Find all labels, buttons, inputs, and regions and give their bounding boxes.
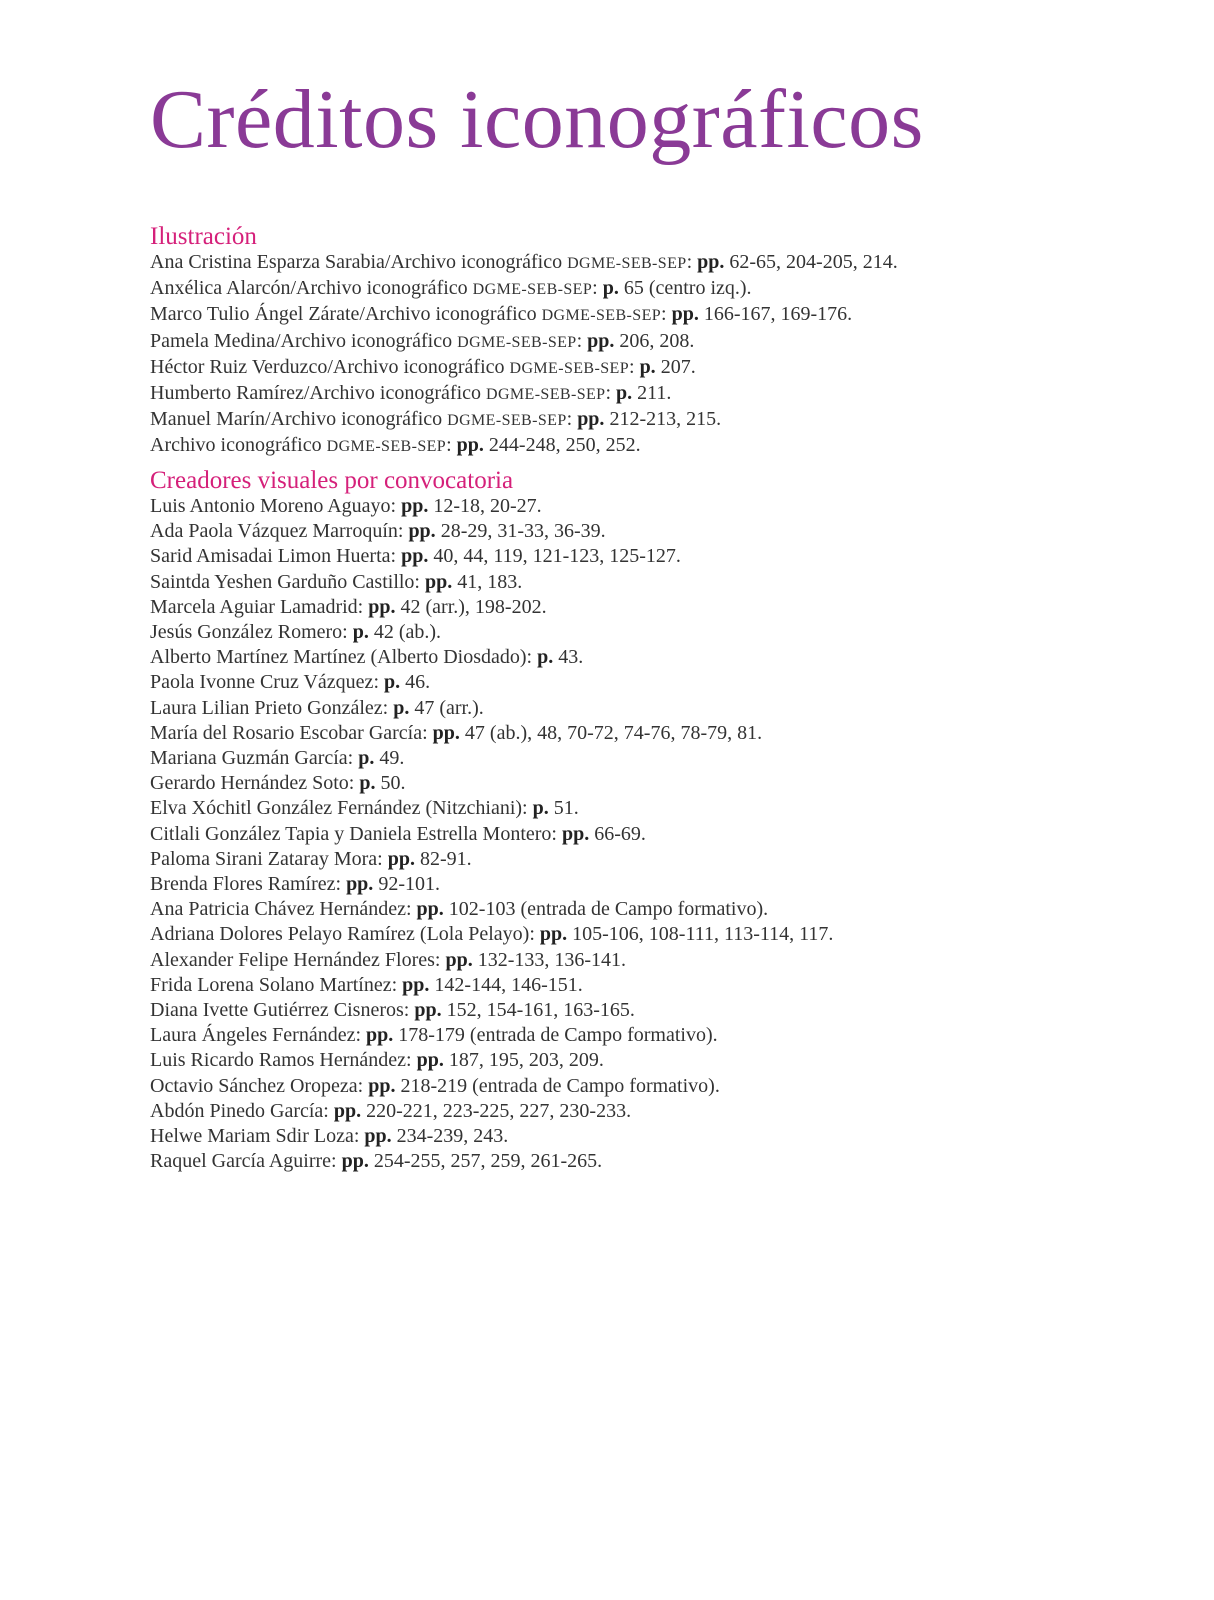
credit-pages: 12-18, 20-27. (428, 495, 542, 517)
credit-name: Laura Lilian Prieto González: (150, 696, 394, 719)
credit-pages-label: pp. (368, 1074, 396, 1097)
credit-archive-code: DGME-SEB-SEP (567, 255, 687, 272)
credit-name: Humberto Ramírez/Archivo iconográfico (150, 382, 486, 405)
credit-pages: 206, 208. (614, 329, 695, 352)
credit-pages-label: p. (639, 355, 656, 378)
credit-archive-code: DGME-SEB-SEP (509, 359, 629, 377)
credit-name: Ana Cristina Esparza Sarabia/Archivo iconográfico (150, 251, 568, 273)
credit-pages-label: pp. (341, 1150, 369, 1173)
credit-pages: 187, 195, 203, 209. (443, 1049, 604, 1072)
credit-item (150, 922, 1150, 947)
credit-pages-label: pp. (425, 570, 453, 593)
credit-pages: 178-179 (entrada de Campo formativo). (393, 1024, 718, 1047)
credit-pages: 207. (655, 355, 696, 378)
credit-item (150, 570, 1150, 595)
credit-pages-label: pp. (414, 999, 442, 1022)
credit-item (150, 696, 1150, 721)
credit-pages: 211. (632, 382, 672, 405)
credit-pages-label: p. (616, 382, 633, 405)
section-heading: Creadores visuales por convocatoria (150, 467, 514, 494)
credit-item (150, 1099, 1150, 1124)
section-creadores-visuales (150, 468, 1150, 1174)
credit-separator: : (576, 329, 588, 352)
credit-pages: 51. (548, 797, 579, 820)
credit-pages: 40, 44, 119, 121-123, 125-127. (428, 545, 681, 568)
credit-name: Elva Xóchitl González Fernández (Nitzchiani): (150, 797, 533, 820)
credit-pages: 152, 154-161, 163-165. (441, 999, 635, 1022)
credit-name: Alexander Felipe Hernández Flores: (150, 948, 446, 971)
credit-pages: 46. (400, 671, 431, 694)
credit-name: Citlali González Tapia y Daniela Estrella Montero: (150, 822, 562, 845)
credit-pages-label: p. (359, 772, 376, 795)
credit-pages-label: pp. (416, 898, 444, 921)
credit-pages-label: pp. (587, 329, 615, 352)
credit-name: María del Rosario Escobar García: (150, 721, 433, 744)
credit-pages-label: p. (393, 696, 410, 719)
credit-name: Héctor Ruiz Verduzco/Archivo iconográfico (150, 355, 510, 378)
credit-archive-code: DGME-SEB-SEP (472, 281, 593, 299)
credit-pages: 132-133, 136-141. (472, 948, 627, 971)
credit-separator: : (605, 382, 617, 405)
credit-item (150, 847, 1150, 872)
credit-name: Marco Tulio Ángel Zárate/Archivo iconográfico (150, 303, 542, 326)
credit-pages: 49. (374, 747, 405, 770)
credit-item (150, 407, 1150, 433)
credit-pages: 50. (375, 772, 406, 795)
credit-name: Paloma Sirani Zataray Mora: (150, 847, 388, 870)
credit-name: Anxélica Alarcón/Archivo iconográfico (150, 277, 473, 300)
credit-name: Diana Ivette Gutiérrez Cisneros: (150, 999, 415, 1022)
credit-pages-label: pp. (561, 822, 590, 845)
credit-pages-label: pp. (697, 251, 725, 273)
credit-name: Archivo iconográfico (150, 434, 327, 457)
credit-name: Luis Antonio Moreno Aguayo: (150, 495, 402, 517)
credit-pages: 234-239, 243. (391, 1125, 509, 1148)
credit-item (150, 494, 1150, 519)
credit-item (150, 620, 1150, 645)
credit-pages: 42 (arr.), 198-202. (395, 595, 547, 618)
credit-item (150, 746, 1150, 771)
credit-name: Ana Patricia Chávez Hernández: (150, 898, 417, 921)
credit-archive-code: DGME-SEB-SEP (457, 333, 577, 351)
credit-item (150, 897, 1150, 922)
credit-separator: : (629, 355, 640, 378)
credit-separator: : (592, 277, 603, 300)
credit-pages-label: p. (358, 747, 375, 770)
credit-archive-code: DGME-SEB-SEP (326, 438, 447, 456)
credit-item (150, 381, 1150, 407)
credit-pages: 166-167, 169-176. (698, 303, 853, 326)
credit-separator: : (566, 408, 578, 431)
credit-pages-label: pp. (416, 1049, 444, 1072)
credit-pages-label: pp. (401, 495, 429, 517)
section-ilustracion (150, 224, 1150, 460)
credit-pages: 28-29, 31-33, 36-39. (435, 520, 606, 543)
credit-pages: 92-101. (373, 873, 440, 896)
credit-pages-label: p. (352, 621, 369, 644)
credit-item (150, 544, 1150, 569)
credit-pages: 220-221, 223-225, 227, 230-233. (361, 1099, 632, 1122)
credit-name: Brenda Flores Ramírez: (150, 873, 347, 896)
page-title: Créditos iconográficos (150, 73, 924, 166)
credit-item (150, 329, 1150, 355)
credit-pages: 105-106, 108-111, 113-114, 117. (567, 923, 834, 946)
credit-name: Ada Paola Vázquez Marroquín: (150, 520, 409, 543)
credit-name: Luis Ricardo Ramos Hernández: (150, 1049, 417, 1072)
credit-pages-label: pp. (445, 948, 473, 971)
credit-name: Manuel Marín/Archivo iconográfico (150, 408, 448, 431)
credit-pages-label: pp. (539, 923, 568, 946)
credit-pages: 47 (ab.), 48, 70-72, 74-76, 78-79, 81. (459, 721, 763, 744)
credit-item (150, 302, 1150, 328)
credit-item (150, 1023, 1150, 1048)
credit-pages-label: pp. (671, 303, 699, 326)
credit-pages-label: p. (532, 797, 549, 820)
section-heading: Ilustración (150, 223, 257, 250)
credit-item (150, 771, 1150, 796)
credit-pages-label: p. (602, 277, 619, 300)
credit-pages-label: pp. (577, 408, 605, 431)
credit-pages: 244-248, 250, 252. (483, 434, 641, 457)
credit-pages-label: pp. (456, 434, 484, 457)
credit-archive-code: DGME-SEB-SEP (486, 386, 606, 404)
credit-item (150, 1048, 1150, 1073)
credit-pages-label: pp. (408, 520, 436, 543)
credit-pages: 66-69. (589, 822, 646, 845)
credit-pages: 41, 183. (452, 570, 523, 593)
credit-pages-label: pp. (364, 1125, 392, 1148)
credit-pages-label: pp. (368, 595, 396, 618)
credit-pages-label: pp. (401, 545, 429, 568)
credit-item (150, 1149, 1150, 1174)
credit-item (150, 645, 1150, 670)
credit-pages-label: p. (537, 646, 554, 669)
credit-item (150, 1124, 1150, 1149)
credit-pages-label: pp. (346, 873, 374, 896)
credit-pages-label: pp. (333, 1099, 362, 1122)
credit-name: Paola Ivonne Cruz Vázquez: (150, 671, 384, 694)
credit-item (150, 998, 1150, 1023)
credit-item (150, 796, 1150, 821)
credit-name: Mariana Guzmán García: (150, 747, 359, 770)
credit-item (150, 973, 1150, 998)
credit-list (150, 494, 1150, 1174)
credit-name: Jesús González Romero: (150, 621, 353, 644)
credit-pages: 82-91. (414, 847, 472, 870)
credit-pages: 212-213, 215. (604, 408, 722, 431)
credit-item (150, 948, 1150, 973)
credit-item (150, 519, 1150, 544)
credit-pages-label: p. (384, 671, 401, 694)
credit-item (150, 433, 1150, 459)
credit-item (150, 1074, 1150, 1099)
credit-item (150, 872, 1150, 897)
credit-pages: 254-255, 257, 259, 261-265. (368, 1150, 603, 1173)
credit-pages: 42 (ab.). (368, 621, 442, 644)
credit-item (150, 276, 1150, 302)
credit-name: Sarid Amisadai Limon Huerta: (150, 545, 402, 568)
credit-archive-code: DGME-SEB-SEP (447, 412, 567, 430)
credit-pages-label: pp. (366, 1024, 394, 1047)
credit-pages: 65 (centro izq.). (618, 277, 752, 300)
credit-pages: 218-219 (entrada de Campo formativo). (395, 1074, 720, 1097)
credit-item (150, 595, 1150, 620)
credit-pages: 47 (arr.). (409, 696, 484, 719)
credit-name: Laura Ángeles Fernández: (150, 1024, 367, 1047)
credit-pages: 142-144, 146-151. (429, 973, 583, 996)
credit-name: Marcela Aguiar Lamadrid: (150, 595, 369, 618)
credit-name: Saintda Yeshen Garduño Castillo: (150, 570, 425, 593)
credit-pages: 43. (553, 646, 584, 669)
credit-separator: : (686, 251, 698, 273)
credit-pages-label: pp. (402, 973, 430, 996)
credit-separator: : (661, 303, 672, 326)
credit-pages: 62-65, 204-205, 214. (724, 251, 898, 273)
credit-separator: : (446, 434, 457, 457)
credit-item (150, 670, 1150, 695)
credit-name: Adriana Dolores Pelayo Ramírez (Lola Pelayo): (150, 923, 540, 946)
credit-name: Abdón Pinedo García: (150, 1099, 334, 1122)
credit-name: Raquel García Aguirre: (150, 1150, 342, 1173)
credit-item (150, 721, 1150, 746)
credit-name: Octavio Sánchez Oropeza: (150, 1074, 369, 1097)
credit-pages-label: pp. (387, 847, 415, 870)
credit-name: Pamela Medina/Archivo iconográfico (150, 329, 458, 352)
credit-name: Gerardo Hernández Soto: (150, 772, 360, 795)
credit-name: Frida Lorena Solano Martínez: (150, 973, 403, 996)
credit-item (150, 355, 1150, 381)
credit-pages-label: pp. (432, 721, 460, 744)
credit-item (150, 250, 1150, 276)
credit-pages: 102-103 (entrada de Campo formativo). (443, 898, 769, 921)
credit-name: Helwe Mariam Sdir Loza: (150, 1125, 365, 1148)
credit-list (150, 250, 1150, 460)
credit-item (150, 822, 1150, 847)
credit-archive-code: DGME-SEB-SEP (541, 307, 662, 325)
credit-name: Alberto Martínez Martínez (Alberto Diosdado): (150, 646, 538, 669)
